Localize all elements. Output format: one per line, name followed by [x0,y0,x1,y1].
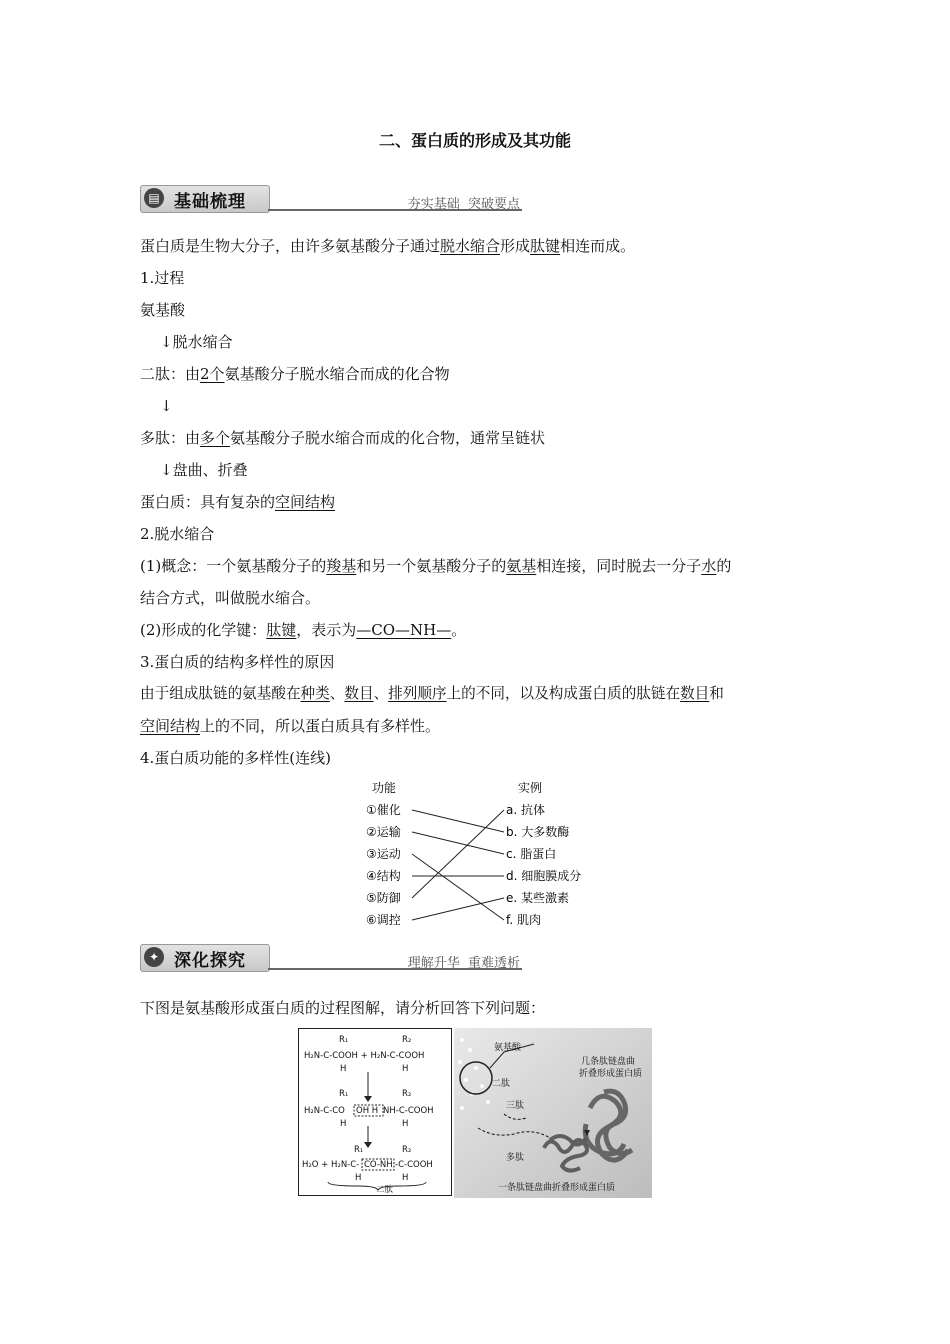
text: 多肽：由 [140,429,201,447]
match-line [412,898,504,920]
h-label: H [402,1173,409,1183]
polypeptide-line [140,428,545,448]
amino-acid-label: 氨基酸 [140,301,186,319]
peptide-bond: CO-NH [364,1160,393,1170]
answer-blank: 空间结构 [140,717,201,735]
reactants: H₂N-C-COOH + H₂N-C-COOH [304,1051,425,1061]
chemical-bond-line [140,620,466,640]
function-item: ⑥调控 [366,913,401,927]
text: 氨基酸分子脱水缩合而成的化合物 [224,365,450,383]
text: 形成 [500,237,531,255]
example-item: e. 某些激素 [506,891,570,905]
banner-label: 深化探究 [174,951,246,971]
text: 的 [716,557,732,575]
intermediate-left: H₂N-C-CO [304,1106,345,1116]
protein-line [140,492,335,512]
match-line [412,854,504,920]
label-multi-chain-protein: 几条肽链盘曲折叠形成蛋白质 [579,1057,643,1079]
answer-blank: 氨基 [506,557,537,575]
text: (1)概念：一个氨基酸分子的 [140,557,327,575]
answer-blank: 水 [701,557,717,575]
label-polypeptide: 多肽 [506,1153,525,1163]
example-item: a. 抗体 [506,803,545,817]
down-arrow-icon: ↓ [160,397,173,415]
text: 和 [709,685,724,702]
compass-icon: ✦ [144,947,164,967]
answer-blank: 多个 [200,429,231,447]
h-label: H [355,1173,362,1183]
answer-blank: 空间结构 [275,493,336,511]
process-arrow-3 [160,460,248,480]
example-item: b. 大多数酶 [506,825,570,839]
answer-blank: 脱水缩合 [440,237,501,255]
example-item: d. 细胞膜成分 [506,869,582,883]
diversity-line-1 [140,684,724,704]
dipeptide-brace-label: 二肽 [376,1185,394,1195]
products-right: -C-COOH [395,1160,433,1170]
oh-h-group: OH H [356,1106,379,1116]
text: 蛋白质：具有复杂的 [140,493,276,511]
h-label: H [340,1064,347,1074]
text: 二肽：由 [140,365,201,383]
banner-subtitle: 夯实基础 突破要点 [407,197,520,212]
function-item: ①催化 [366,803,401,817]
dehydration-concept [140,556,731,576]
text: 、 [329,685,345,702]
dehydration-concept-cont: 结合方式，叫做脱水缩合。 [140,589,321,607]
text: 相连接，同时脱去一分子 [536,557,702,575]
answer-blank: 种类 [300,685,330,702]
col-header-example: 实例 [518,781,543,795]
label-dipeptide: 二肽 [492,1079,511,1089]
question-text: 下图是氨基酸形成蛋白质的过程图解，请分析回答下列问题： [140,999,546,1017]
section-banner-basics [140,185,522,213]
answer-blank: 羧基 [326,557,357,575]
function-item: ②运输 [366,825,401,839]
answer-blank: 排列顺序 [388,685,447,702]
heading-process: 1.过程 [140,269,185,287]
answer-blank: 2个 [200,365,225,383]
r2-label: R₂ [402,1145,412,1155]
products-left: H₂O + H₂N-C- [302,1160,360,1170]
h-label: H [402,1064,409,1074]
text: 和另一个氨基酸分子的 [356,557,507,575]
text: ，表示为 [296,621,357,639]
example-item: c. 脂蛋白 [506,847,557,861]
text: 蛋白质是生物大分子，由许多氨基酸分子通过 [140,237,441,255]
intro-paragraph [140,236,635,256]
match-line [412,832,504,854]
function-item: ③运动 [366,847,401,861]
text: 上的不同，所以蛋白质具有多样性。 [200,717,441,735]
h-label: H [340,1119,347,1129]
answer-blank: 肽键 [530,237,561,255]
diversity-line-2 [140,716,440,736]
r1-label: R₁ [339,1035,349,1045]
text: 、 [373,685,389,702]
example-item: f. 肌肉 [506,913,541,927]
r2-label: R₂ [402,1035,412,1045]
protein-folding-illustration [454,1028,652,1198]
label-amino-acid: 氨基酸 [494,1043,522,1053]
heading-dehydration: 2.脱水缩合 [140,525,215,543]
dipeptide-line [140,364,450,384]
label-tripeptide: 三肽 [506,1101,525,1111]
match-line [412,810,504,898]
r2-label: R₂ [402,1089,412,1099]
arrow-label: 盘曲、折叠 [172,461,248,479]
r1-label: R₁ [354,1145,364,1155]
text: 氨基酸分子脱水缩合而成的化合物，通常呈链状 [230,429,546,447]
heading-diversity: 3.蛋白质的结构多样性的原因 [140,653,335,671]
function-matching-diagram [360,778,600,930]
answer-blank: 数目 [680,685,710,702]
label-single-chain-protein: 一条肽链盘曲折叠形成蛋白质 [498,1183,616,1193]
process-arrow-1 [160,332,233,352]
text: 。 [451,621,467,639]
function-item: ⑤防御 [366,891,401,905]
page-title: 二、蛋白质的形成及其功能 [378,131,571,150]
answer-blank: —CO—NH— [356,621,452,639]
down-arrow-icon: ↓ [160,461,173,479]
h-label: H [402,1119,409,1129]
arrow-label: 脱水缩合 [172,333,233,351]
book-icon: ▤ [144,188,164,208]
answer-blank: 肽键 [266,621,297,639]
text: 上的不同，以及构成蛋白质的肽链在 [446,685,681,702]
dehydration-reaction-diagram [298,1028,452,1196]
answer-blank: 数目 [344,685,374,702]
r1-label: R₁ [339,1089,349,1099]
banner-label: 基础梳理 [174,192,246,212]
text: 由于组成肽链的氨基酸在 [140,685,301,702]
process-arrow-2 [160,396,173,416]
text: (2)形成的化学键： [140,621,267,639]
intermediate-right: NH-C-COOH [383,1106,434,1116]
match-line [412,810,504,832]
section-banner-explore [140,944,522,972]
col-header-function: 功能 [372,781,397,795]
banner-subtitle: 理解升华 重难透析 [407,956,520,971]
heading-function: 4.蛋白质功能的多样性(连线) [140,749,332,767]
text: 相连而成。 [560,237,636,255]
down-arrow-icon: ↓ [160,333,173,351]
function-item: ④结构 [366,869,401,883]
